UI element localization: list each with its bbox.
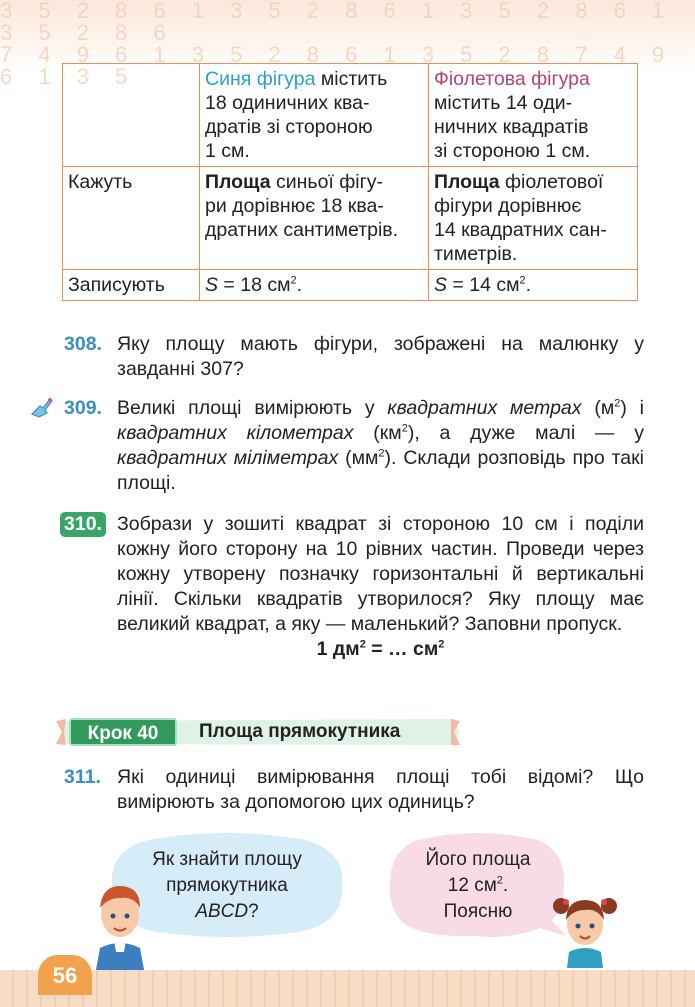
task-310 (64, 512, 644, 662)
table-cell-violet-area: Площа фіолетової фігури дорівнює 14 квадратних сан- тиметрів. (429, 167, 638, 270)
task-text: Зобрази у зошиті квадрат зі стороною 10 см і поділи кожну його сторону на 10 рівних частин. Проведи через кожну утворену позначку горизонтальні й вертикальні лінії. Скільки квадратів утворилося? Яку площу має великий квадрат, а яку — маленький? Заповни пропуск. (117, 513, 644, 635)
page-number: 56 (38, 955, 92, 995)
blue-figure-label: Синя фігура (205, 68, 316, 90)
table-cell-blue-formula: S = 18 $см^2$. (200, 270, 429, 301)
task-text: Яку площу мають фігури, зображені на малюнку у завданні 307? (117, 333, 644, 380)
table-cell-empty (63, 64, 200, 167)
table-row (63, 64, 638, 167)
table-row (63, 270, 638, 301)
table-cell-blue-figure: Синя фігура містить 18 одиничних ква- дратів зі стороною 1 см. (200, 64, 429, 167)
boy-speech-bubble: Як знайти площу прямокутника ABCD? (108, 832, 346, 940)
step-badge: Крок 40 (69, 718, 177, 746)
table-cell-blue-area: Площа синьої фігу- ри дорівнює 18 ква- дратних сантиметрів. (200, 167, 429, 270)
task-number: 311. (64, 766, 101, 788)
girl-speech-bubble: Його площа 12 $см^2$. Поясню (388, 832, 568, 940)
area-comparison-table (62, 63, 638, 301)
table-cell-violet-figure: Фіолетова фігура містить 14 оди- ничних квадратів зі стороною 1 см. (429, 64, 638, 167)
girl-illustration (553, 888, 617, 968)
boy-illustration (90, 878, 150, 970)
table-row (63, 167, 638, 270)
pointing-hand-icon (30, 396, 54, 418)
task-308 (64, 332, 644, 382)
table-cell-violet-formula: S = 14 $см^2$. (429, 270, 638, 301)
step-title: Площа прямокутника (199, 721, 401, 742)
task-text: Великі площі вимірюють у квадратних метрах $(м^2)$ і квадратних кілометрах $(км^2)$, а дуже малі — у квадратних міліметрах $(мм^2)$. Склади розповідь про такі площі. (117, 397, 645, 494)
task-number: 309. (64, 397, 102, 419)
task-number: 308. (64, 333, 102, 355)
task-number: 310. (60, 512, 106, 537)
fill-in-formula: 1 $дм^2$ = … $см^2$ (316, 638, 445, 660)
task-309 (64, 396, 644, 496)
row-label-write: Записують (63, 270, 200, 301)
decorative-floor (0, 970, 695, 1007)
task-311 (64, 765, 644, 815)
decorative-digits: 3 5 2 8 6 1 3 5 2 8 6 1 3 5 2 8 6 1 3 5 2 8 6 7 4 9 6 1 3 5 2 8 6 1 3 5 2 8 7 4 9 6 1 3 5 (0, 0, 675, 89)
row-label-say: Кажуть (63, 167, 200, 270)
step-header (56, 717, 460, 747)
task-text: Які одиниці вимірювання площі тобі відомі? Що вимірюють за допомогою цих одиниць? (117, 766, 644, 813)
violet-figure-label: Фіолетова фігура (434, 68, 590, 90)
